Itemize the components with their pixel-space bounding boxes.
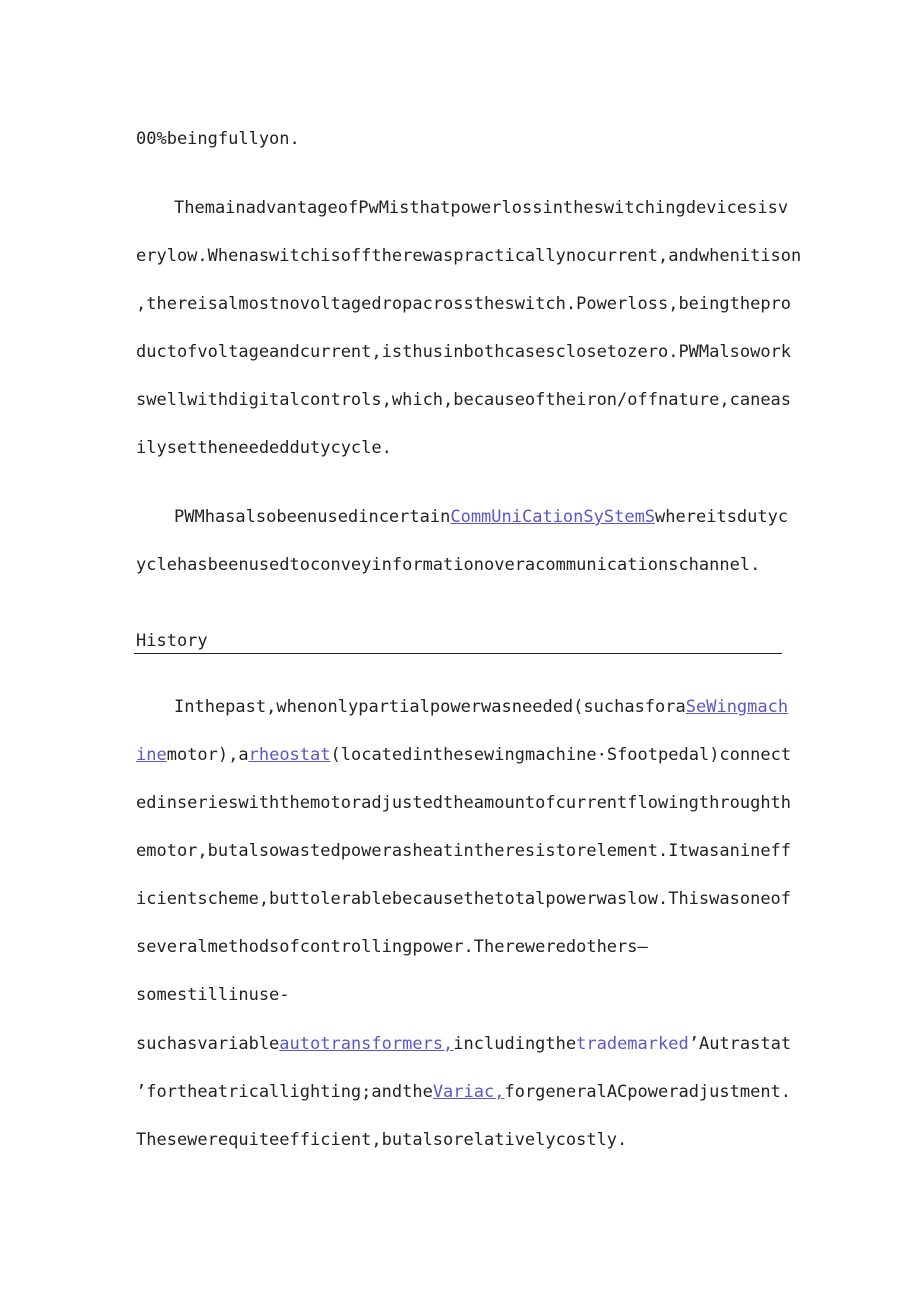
text: (locatedinthesewingmachine·Sfootpedal)connect xyxy=(330,745,792,765)
trademarked-link[interactable]: trademarked xyxy=(576,1034,689,1054)
heading-rule xyxy=(134,653,782,654)
text: motor),a xyxy=(166,745,249,765)
paragraph-pwm-advantage-line-5: swellwithdigitalcontrols,which,becauseoftheiron/offnature,caneas xyxy=(136,390,792,410)
text: ’fortheatricallighting;andthe xyxy=(136,1082,433,1102)
paragraph-history-line-7: somestillinuse- xyxy=(136,985,290,1005)
sewing-machine-link[interactable]: SeWingmach xyxy=(685,697,789,717)
communication-systems-link[interactable]: CommUniCationSyStemS xyxy=(450,507,656,527)
paragraph-history-line-8 xyxy=(136,1034,791,1054)
text: ’Autrastat xyxy=(688,1034,792,1054)
section-heading: History xyxy=(136,631,208,651)
paragraph-history-line-2 xyxy=(136,745,791,765)
variac-link[interactable]: Variac, xyxy=(432,1082,505,1102)
paragraph-pwm-advantage-line-1: ThemainadvantageofPwMisthatpowerlossintheswitchingdevicesisv xyxy=(174,198,789,218)
paragraph-history-line-10: Thesewerequiteefficient,butalsorelativelycostly. xyxy=(136,1130,628,1150)
autotransformers-link[interactable]: autotransformers, xyxy=(279,1034,454,1054)
paragraph-history-line-5: icientscheme,buttolerablebecausethetotalpowerwaslow.Thiswasoneof xyxy=(136,889,792,909)
paragraph-fragment: 00%beingfullyon. xyxy=(136,129,300,149)
paragraph-history-line-4: emotor,butalsowastedpowerasheatintheresistorelement.Itwasanineff xyxy=(136,841,792,861)
text: Inthepast,whenonlypartialpowerwasneeded(suchasfora xyxy=(174,697,686,717)
paragraph-history-line-3: edinserieswiththemotoradjustedtheamountofcurrentflowingthroughth xyxy=(136,793,792,813)
paragraph-pwm-advantage-line-6: ilysettheneededdutycycle. xyxy=(136,438,392,458)
paragraph-communication-line-1 xyxy=(174,507,788,527)
text: includingthe xyxy=(453,1034,577,1054)
paragraph-history-line-6: severalmethodsofcontrollingpower.Thereweredothers— xyxy=(136,937,648,957)
sewing-machine-link-continued[interactable]: ine xyxy=(136,745,167,765)
paragraph-pwm-advantage-line-4: ductofvoltageandcurrent,isthusinbothcasesclosetozero.PWMalsowork xyxy=(136,342,792,362)
paragraph-pwm-advantage-line-2: erylow.Whenaswitchisofftherewaspracticallynocurrent,andwhenitison xyxy=(136,246,802,266)
text: suchasvariable xyxy=(136,1034,280,1054)
text: whereitsdutyc xyxy=(655,507,789,527)
paragraph-history-line-1 xyxy=(174,697,788,717)
paragraph-pwm-advantage-line-3: ,thereisalmostnovoltagedropacrosstheswitch.Powerloss,beingthepro xyxy=(136,294,792,314)
paragraph-history-line-9 xyxy=(136,1082,791,1102)
text: forgeneralACpoweradjustment. xyxy=(504,1082,792,1102)
paragraph-communication-line-2: yclehasbeenusedtoconveyinformationoveracommunicationschannel. xyxy=(136,555,761,575)
text: PWMhasalsobeenusedincertain xyxy=(174,507,451,527)
rheostat-link[interactable]: rheostat xyxy=(248,745,331,765)
